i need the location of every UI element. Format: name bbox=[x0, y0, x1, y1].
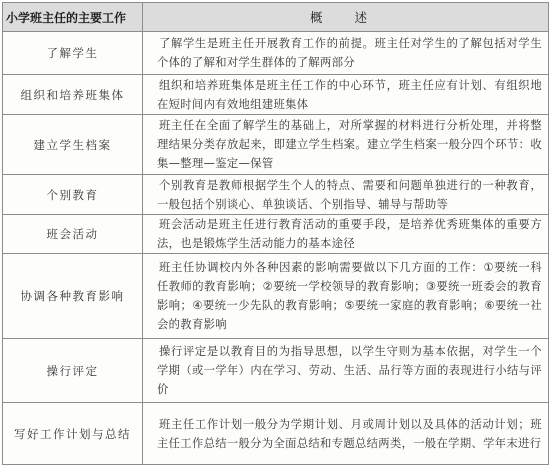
table-header bbox=[3, 3, 549, 32]
table-row bbox=[3, 175, 549, 215]
description-text: 了解学生是班主任开展教育工作的前提。班主任对学生的了解包括对学生个体的了解和对学生群体的了解两部分 bbox=[157, 37, 542, 69]
description-cell bbox=[143, 175, 549, 215]
item-cell: 写好工作计划与总结 bbox=[3, 403, 143, 465]
description-cell bbox=[143, 403, 549, 465]
table-body bbox=[3, 32, 549, 465]
description-text: 班主任工作计划一般分为学期计划、月或周计划以及具体的活动计划；班主任工作总结一般分为全面总结和专题总结两类，一般在学期、学年末进行 bbox=[157, 417, 542, 450]
table-row bbox=[3, 403, 549, 465]
item-cell: 班会活动 bbox=[3, 215, 143, 254]
header-row bbox=[3, 3, 549, 32]
item-cell: 操行评定 bbox=[3, 339, 143, 403]
item-cell: 了解学生 bbox=[3, 32, 143, 75]
table-row bbox=[3, 75, 549, 115]
table-row bbox=[3, 32, 549, 75]
description-cell bbox=[143, 215, 549, 254]
header-description-cell: 概 述 bbox=[143, 3, 549, 32]
duties-table bbox=[2, 2, 549, 465]
description-cell bbox=[143, 115, 549, 175]
table-row bbox=[3, 254, 549, 339]
description-text: 班主任协调校内外各种因素的影响需要做以下几方面的工作：①要统一科任教师的教育影响；②要统一学校领导的教育影响；③要统一班委会的教育影响；④要统一少先队的教育影响；⑤要统一家庭的教育影响；⑥要统一社会的教育影响 bbox=[157, 261, 542, 331]
item-cell: 个别教育 bbox=[3, 175, 143, 215]
table-row bbox=[3, 215, 549, 254]
description-cell bbox=[143, 75, 549, 115]
description-text: 操行评定是以教育目的为指导思想，以学生守则为基本依据，对学生一个学期（或一学年）内在学习、劳动、生活、品行等方面的表现进行小结与评价 bbox=[157, 345, 542, 396]
item-cell: 建立学生档案 bbox=[3, 115, 143, 175]
table-row bbox=[3, 115, 549, 175]
description-text: 班主任在全面了解学生的基础上，对所掌握的材料进行分析处理，并将整理结果分类存放起来，即建立学生档案。建立学生档案一般分四个环节：收集—整理—鉴定—保管 bbox=[157, 119, 542, 170]
item-cell: 协调各种教育影响 bbox=[3, 254, 143, 339]
item-cell: 组织和培养班集体 bbox=[3, 75, 143, 115]
header-item-cell: 小学班主任的主要工作 bbox=[3, 3, 143, 32]
description-cell bbox=[143, 254, 549, 339]
description-text: 组织和培养班集体是班主任工作的中心环节，班主任应有计划、有组织地在短时间内有效地组建班集体 bbox=[157, 78, 542, 111]
description-cell bbox=[143, 32, 549, 75]
description-text: 个别教育是教师根据学生个人的特点、需要和问题单独进行的一种教育，一般包括个别谈心、单独谈话、个别指导、辅导与帮助等 bbox=[157, 178, 542, 211]
description-text: 班会活动是班主任进行教育活动的重要手段，是培养优秀班集体的重要方法，也是锻炼学生活动能力的基本途径 bbox=[157, 218, 542, 250]
table-row bbox=[3, 339, 549, 403]
description-cell bbox=[143, 339, 549, 403]
